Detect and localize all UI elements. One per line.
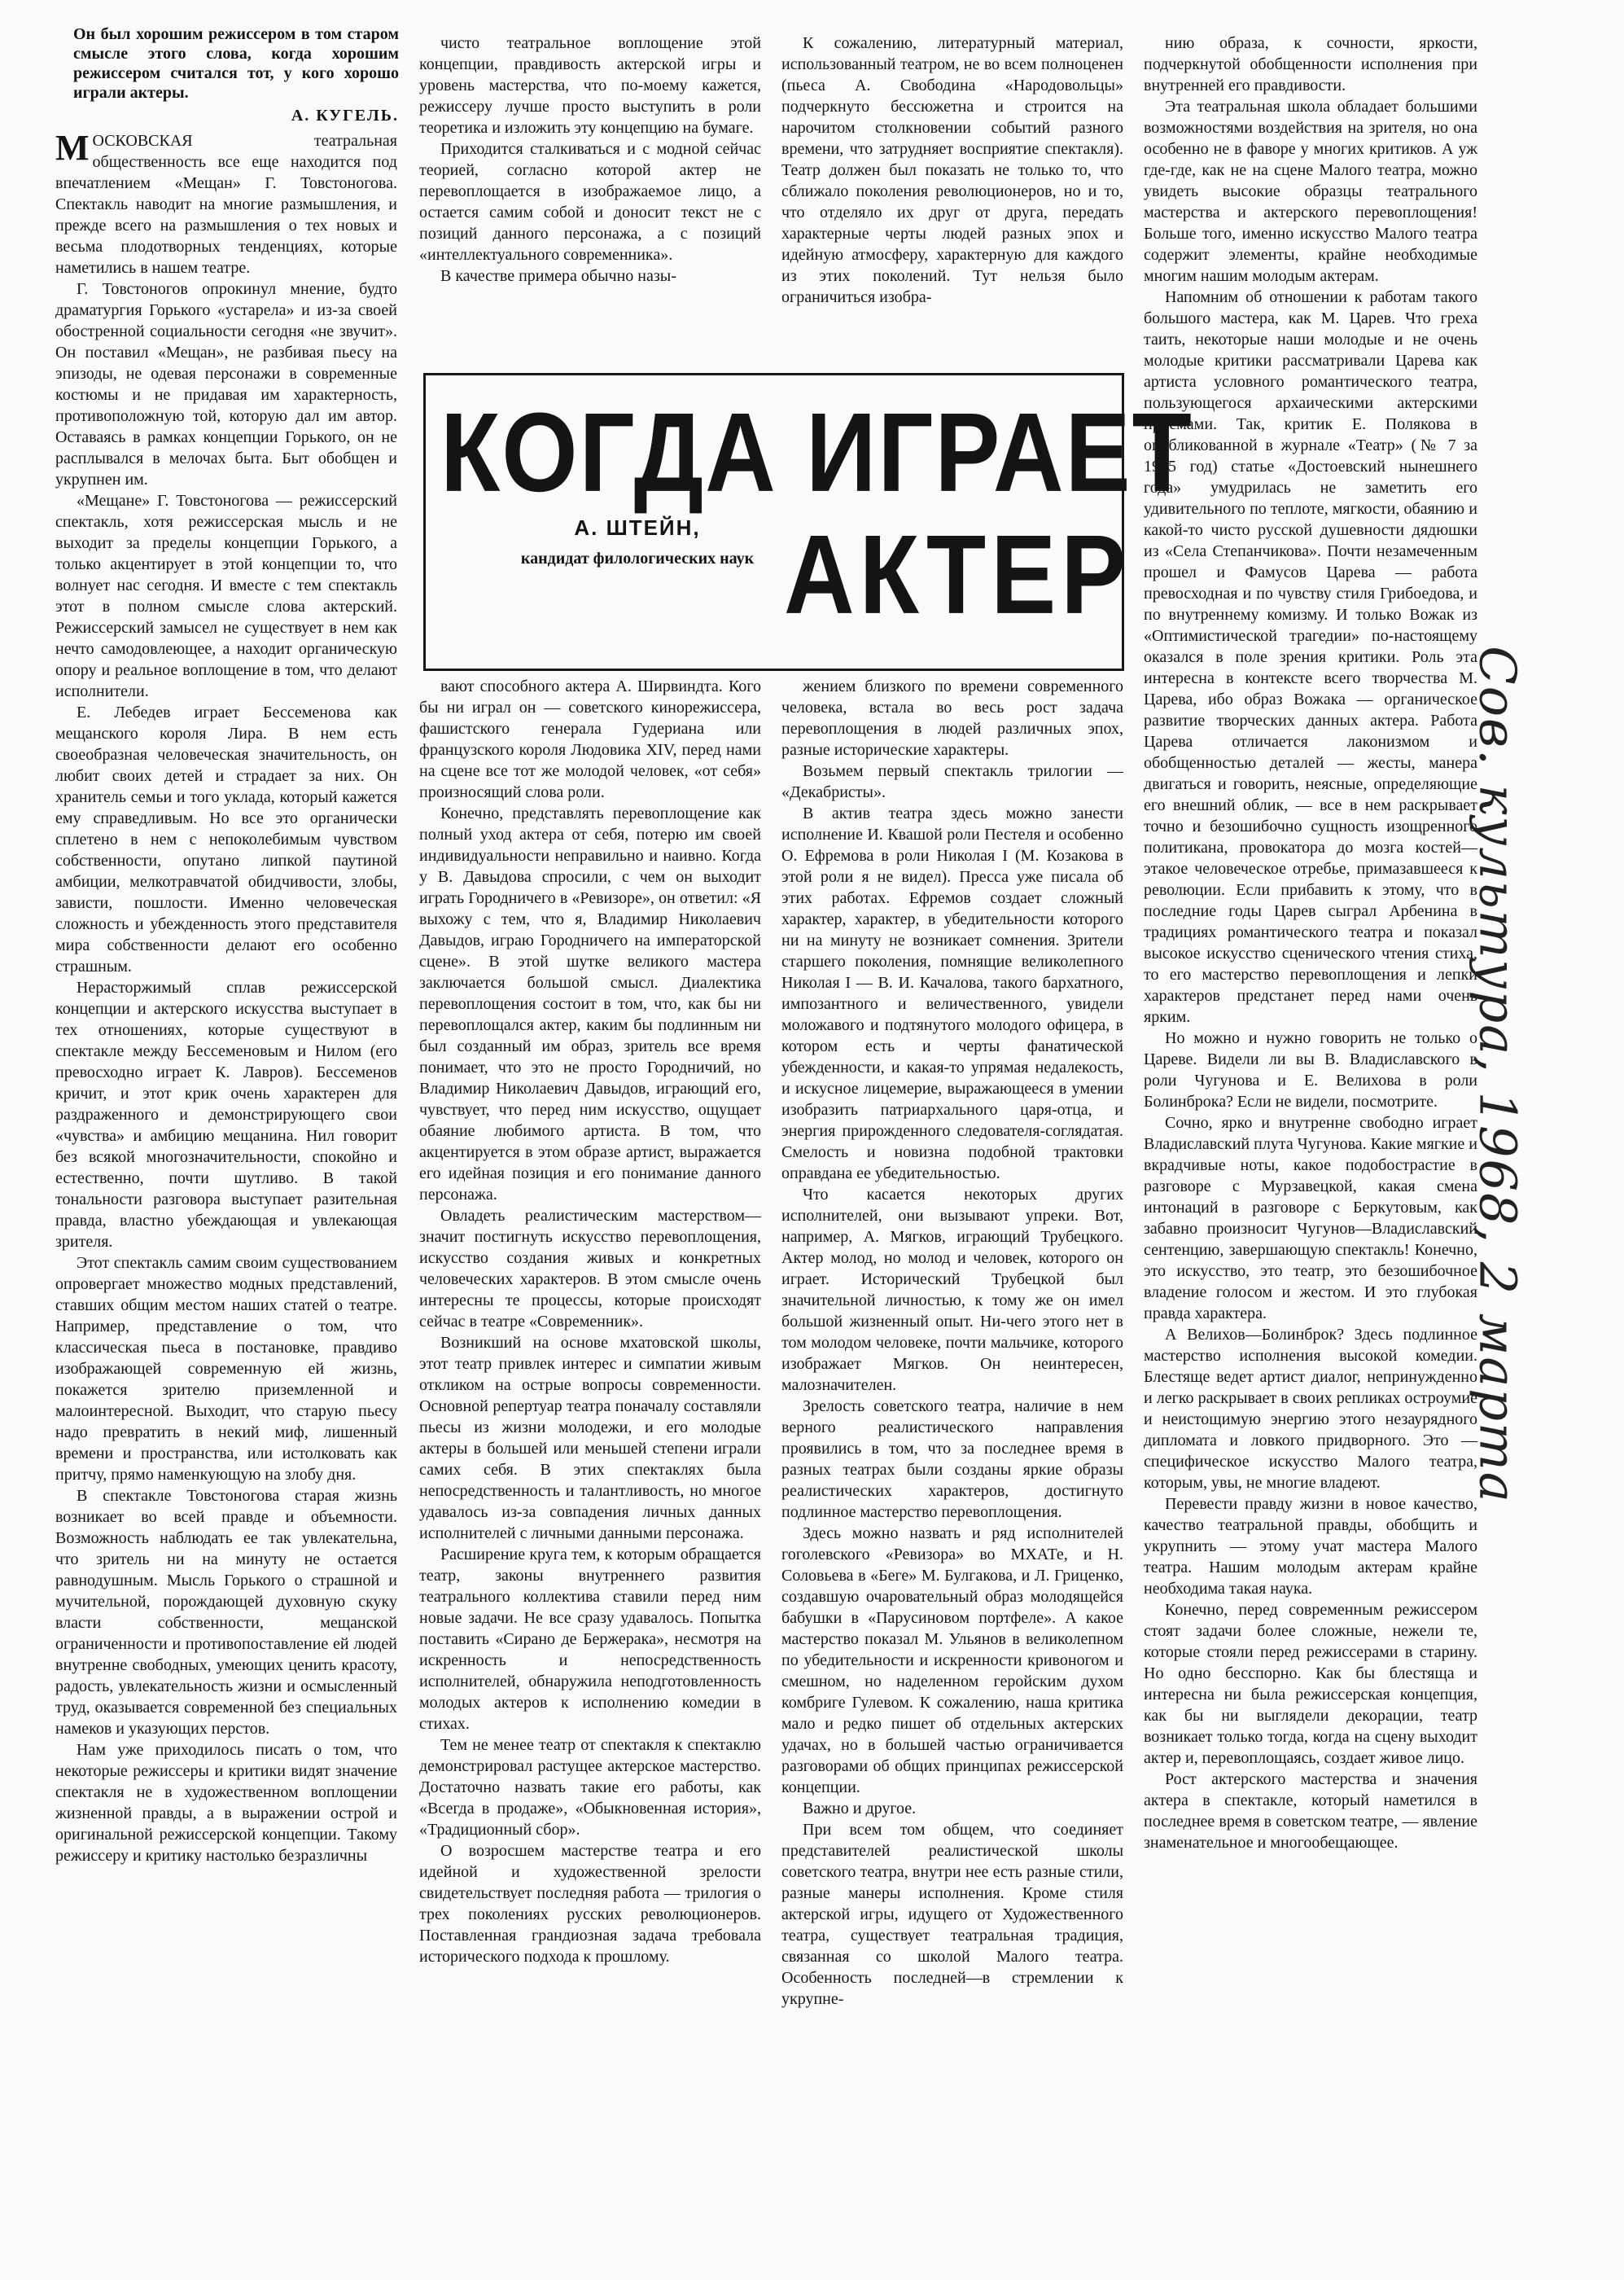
article-paragraph: Е. Лебедев играет Бессеменова как мещанского короля Лира. В нем есть своеобразная человеческая значительность, он любит своих детей и страдает за них. Он хранитель семьи и того уклада, который кажется ему справедливым. Но все это органически сплетено в нем с непоколебимым чувством собственности, опутано липкой паутиной амбиции, мелкотравчатой обидчивости, злобы, зависти, пошлости. Именно человеческая сложность и убежденность этого представителя мира собственности делают его особенно страшным. bbox=[55, 704, 397, 976]
article-paragraph: жением близкого по времени современного человека, встала во весь рост задача перевоплощения в людей различных эпох, разные исторические характеры. bbox=[781, 677, 1123, 759]
article-paragraph: Нерасторжимый сплав режиссерской концепции и актерского искусства выступает в тех отношениях, которые существуют в спектакле между Бессеменовым и Нилом (его превосходно играет К. Лавров). Бессеменов кричит, и этот крик очень характерен для раздраженного и демонстрирующего свои «чувства» и амбицию мещанина. Нил говорит без всякой многозначительности, спокойно и естественно, почти шутливо. В такой тональности разговора выступает разительная правда, властно убеждающая и увлекающая зрителя. bbox=[55, 979, 397, 1251]
author-name: А. ШТЕЙН, bbox=[574, 515, 701, 540]
handwritten-note-text: Сов. культура, 1968, 2 марта bbox=[1468, 646, 1528, 1504]
article-paragraph: Важно и другое. bbox=[803, 1800, 917, 1817]
article-paragraph: Нам уже приходилось писать о том, что некоторые режиссеры и критики видят значение спектакля не в художественном воплощении жизненной правды, а в выражении острой и оригинальной режиссерской концепции. Такому режиссеру и критику настолько безразличны bbox=[55, 1741, 397, 1865]
byline bbox=[515, 515, 759, 568]
headline-banner bbox=[423, 373, 1193, 671]
article-paragraph: Здесь можно назвать и ряд исполнителей гоголевского «Ревизора» во МХАТе, и Н. Соловьева в «Беге» М. Булгакова, и Л. Гриценко, создавшую очаровательный образ молодящейся бабушки в «Парусиновом портфеле». А какое мастерство показал М. Ульянов в великолепном по убедительности и искренности кривоногом и смешном, но наделенном геройским духом комбриге Гулевом. К сожалению, наша критика мало и редко пишет об отдельных актерских удачах, но в большей частью ограничивается разговорами об общих принципах режиссерской концепции. bbox=[781, 1524, 1123, 1796]
epigraph-author: А. КУГЕЛЬ. bbox=[291, 107, 399, 125]
headline-title-line-2: АКТЕР bbox=[784, 511, 1132, 638]
article-paragraph: Рост актерского мастерства и значения актера в спектакле, который наметился в последнее время в советском театре, — явление знаменательное и многообещающее. bbox=[1144, 1770, 1477, 1852]
article-paragraph: В актив театра здесь можно занести исполнение И. Квашой роли Пестеля и особенно О. Ефремова в роли Николая I (М. Козакова в этой роли я не видел). Пресса уже писала об этих работах. Ефремов создает сложный характер, характер, в убедительности которого ни на минуту не возникает сомнения. Зрители старшего поколения, помнящие великолепного Николая I — В. И. Качалова, такого бархатного, импозантного и величественного, увидели моложавого и подтянутого молодого офицера, в котором есть и черты фанатической убежденности, и какая-то упрямая недалекость, и искусное лицемерие, выражающееся в умении изобразить патриархального царя-отца, и энергия прирожденного следователя-соглядатая. Смелость и новизна подобной трактовки оправдана ее убедительностью. bbox=[781, 805, 1123, 1182]
article-paragraph: Конечно, перед современным режиссером стоят задачи более сложные, нежели те, которые стояли перед режиссерами в старину. Но одно бесспорно. Как бы блестяща и интересна ни была режиссерская концепция, как бы ни выглядели декорации, театр возникает только тогда, когда на сцену выходит актер и, перевоплощаясь, создает живое лицо. bbox=[1144, 1601, 1477, 1767]
article-paragraph: Сочно, ярко и внутренне свободно играет Владиславский плута Чугунова. Какие мягкие и вкрадчивые ноты, какое подобострастие в разговоре с Мурзавецкой, какая смена интонаций в разговоре с Беркутовым, как забавно произносит Чугунов—Владиславский сентенцию, завершающую спектакль! Конечно, это искусство, это театр, это безошибочное владение голосом и жестом. И это глубокая правда характера. bbox=[1144, 1114, 1477, 1322]
article-paragraph: Напомним об отношении к работам такого большого мастера, как М. Царев. Что греха таить, некоторые наши молодые и не очень молодые критики рассматривали Царева как артиста условного романтического театра, пользующегося архаическими актерскими приемами. Так, критик Е. Полякова в опубликованной в журнале «Театр» (№ 7 за 1965 год) статье «Достоевский нынешнего года» умудрилась не заметить его удивительного по теплоте, мягкости, обаянию и какой-то чисто русской душевности дядюшки из «Села Степанчикова». Почти незамеченным прошел и Фамусов Царева — работа превосходная и по чувству стиля Грибоедова, и по внутреннему комизму. И только Вожак из «Оптимистической трагедии» по-настоящему оказался в поле зрения критики. Роль эта интересна в контексте всего творчества М. Царева, ибо образ Вожака — органическое развитие творческих данных актера. Работа Царева отличается лаконизмом и обобщенностью деталей — жесты, манера двигаться и говорить, неясные, определяющие его внешний облик, — все в нем раскрывает точно и безошибочно сущность изощренного политикана, провокатора до мозга костей—этакое человеческое отребье, примазавшееся к революции. Если прибавить к этому, что в последние годы Царев сыграл Арбенина в традициях романтического театра и показал высокое искусство сценического чтения стиха, то его мастерство перевоплощения и лепки характеров предстанет перед нами очень ярким. bbox=[1144, 288, 1477, 1026]
article-paragraph: В качестве примера обычно назы- bbox=[440, 267, 676, 285]
article-paragraph: Конечно, представлять перевоплощение как полный уход актера от себя, потерю им своей индивидуальности неправильно и наивно. Когда у В. Давыдова спросили, с чем он выходит играть Городничего в «Ревизоре», он ответил: «Я выхожу с тем, что я, Владимир Николаевич Давыдов, играю Городничего на императорской сцене». В этой шутке великого мастера заключается большой смысл. Диалектика перевоплощения состоит в том, что, как бы ни перевоплощался актер, каким бы подлинным ни был созданный им образ, зритель все время понимает, что это не просто Городничий, но Владимир Николаевич Давыдов, играющий его, чувствует, что перед ним искусство, ощущает обаяние любимого артиста. В том, что акцентируется в этом образе артист, выражается его идейная позиция и его понимание данного персонажа. bbox=[419, 805, 761, 1204]
article-column-1 bbox=[55, 130, 397, 2264]
article-paragraph: Возникший на основе мхатовской школы, этот театр привлек интерес и симпатии живым откликом на острые вопросы современности. Основной репертуар театра поначалу составляли пьесы из жизни молодежи, и его молодые актеры в большей или меньшей степени играли самих себя. В этих спектаклях была непосредственность и талантливость, но многое удавалось из-за совпадения личных данных исполнителей с личными данными персонажа. bbox=[419, 1334, 761, 1542]
article-paragraph: нию образа, к сочности, яркости, подчеркнутой обобщенности исполнения при внутренней его правдивости. bbox=[1144, 34, 1477, 94]
article-column-2-bottom bbox=[419, 676, 761, 2264]
article-paragraph: Что касается некоторых других исполнителей, они вызывают упреки. Вот, например, А. Мягков, играющий Трубецкого. Актер молод, но молод и человек, которого он играет. Исторический Трубецкой был значительной личностью, к тому же он имел большой жизненный опыт. Ни-чего этого нет в том молодом человеке, почти мальчике, которого изображает Мягков. Он неинтересен, малозначителен. bbox=[781, 1186, 1123, 1394]
article-paragraph: Этот спектакль самим своим существованием опровергает множество модных представлений, ставших общим местом наших статей о театре. Например, представление о том, что классическая пьеса в постановке, правдиво изображающей современную ей жизнь, покажется зрителю приземленной и малоинтересной. Выходит, что старую пьесу надо превратить в некий миф, лишенный времени и пространства, или истолковать как притчу, прямо наменкующую на злобу дня. bbox=[55, 1254, 397, 1484]
article-paragraph: При всем том общем, что соединяет представителей реалистической школы советского театра, внутри нее есть разные стили, разные манеры исполнения. Кроме стиля актерской игры, идущего от Художественного театра, существует театральная традиция, связанная со школой Малого театра. Особенность последней—в стремлении к укрупне- bbox=[781, 1821, 1123, 2008]
article-paragraph: Зрелость советского театра, наличие в нем верного реалистического направления проявились в том, что за последнее время в разных театрах были созданы яркие образы реалистических характеров, достигнуто подлинное мастерство перевоплощения. bbox=[781, 1397, 1123, 1521]
article-paragraph: «Мещане» Г. Товстоногова — режиссерский спектакль, хотя режиссерская мысль и не выходит за пределы концепции Горького, а только акцентирует в этой концепции то, что волнует нас сегодня. И вместе с тем спектакль этот в полном смысле слова актерский. Режиссерский замысел не существует в нем как нечто самодовлеющее, а находит органическую опору и реальное воплощение в том, что делают исполнители. bbox=[55, 492, 397, 700]
article-paragraph: А Велихов—Болинброк? Здесь подлинное мастерство исполнения высокой комедии. Блестяще ведет артист диалог, непринужденно и легко раскрывает в своих репликах остроумие и неистощимую энергию этого незаурядного дипломата и ловкого придворного. Это — специфическое искусство Малого театра, которым, увы, не многие владеют. bbox=[1144, 1326, 1477, 1492]
article-column-3-top bbox=[781, 33, 1123, 354]
article-paragraph: О возросшем мастерстве театра и его идейной и художественной зрелости свидетельствует последняя работа — трилогия о трех поколениях русских революционеров. Поставленная грандиозная задача требовала исторического подхода к прошлому. bbox=[419, 1842, 761, 1966]
article-paragraph: К сожалению, литературный материал, использованный театром, не во всем полноценен (пьеса А. Свободина «Народовольцы» подчеркнуто бессюжетна и строится на нарочитом столкновении событий разного времени, что затрудняет восприятие спектакля). Театр должен был показать не только то, что сближало поколения революционеров, но и то, что отделяло их друг от друга, передать характерные черты людей разных эпох и идейную атмосферу, характерную для каждого из этих поколений. Тут нельзя было ограничиться изобра- bbox=[781, 34, 1123, 306]
article-paragraph: В спектакле Товстоногова старая жизнь возникает во всей правде и объемности. Возможность наблюдать ее так увлекательна, что зритель ни на минуту не остается равнодушным. Мысль Горького о страшной и мучительной, порождающей духовную скуку власти собственности, мещанской ограниченности и противопоставление ей людей внутренне свободных, умеющих ценить красоту, радость, увлекательность жизни и осмысленный труд, оказывается современной без специальных намеков и указующих перстов. bbox=[55, 1487, 397, 1738]
article-paragraph: МОСКОВСКАЯ театральная общественность все еще находится под впечатлением «Мещан» Г. Товстоногова. Спектакль наводит на многие размышления, и прежде всего на размышления о тех новых и весьма плодотворных тенденциях, которые наметились в нашем театре. bbox=[55, 130, 397, 277]
drop-cap: М bbox=[55, 130, 90, 168]
article-paragraph: чисто театральное воплощение этой концепции, правдивость актерской игры и уровень мастерства, что по-моему кажется, режиссеру лучше просто выступить в роли теоретика и изложить эту концепцию на бумаге. bbox=[419, 34, 761, 137]
article-column-2-top bbox=[419, 33, 761, 354]
article-paragraph: Овладеть реалистическим мастерством—значит постигнуть искусство перевоплощения, искусство создания живых и конкретных человеческих характеров. В этом смысле очень интересны те процессы, которые происходят сейчас в театре «Современник». bbox=[419, 1207, 761, 1331]
article-paragraph: Тем не менее театр от спектакля к спектаклю демонстрировал растущее актерское мастерство. Достаточно назвать такие его работы, как «Всегда в продаже», «Обыкновенная история», «Традиционный сбор». bbox=[419, 1736, 761, 1839]
article-paragraph: Но можно и нужно говорить не только о Цареве. Видели ли вы В. Владиславского в роли Чугунова и Е. Велихова в роли Болинброка? Если не видели, посмотрите. bbox=[1144, 1029, 1477, 1111]
article-paragraph: Перевести правду жизни в новое качество, качество театральной правды, обобщить и укрупнить — этому учат мастера Малого театра. Нашим молодым актерам крайне необходима такая наука. bbox=[1144, 1495, 1477, 1598]
article-paragraph: Г. Товстоногов опрокинул мнение, будто драматургия Горького «устарела» и из-за своей обостренной социальности сегодня «не звучит». Он поставил «Мещан», не разбивая пьесу на эпизоды, не одевая персонажи в современные костюмы и не придавая им характерность, противоположную той, которую дал им автор. Оставаясь в рамках концепции Горького, он не расплывался в мелочах быта. Быт обобщен и укрупнен им. bbox=[55, 280, 397, 489]
epigraph-quote: Он был хорошим режиссером в том старом смысле этого слова, когда хорошим режиссером считался тот, у кого хорошо играли актеры. bbox=[73, 25, 399, 102]
article-paragraph: Возьмем первый спектакль трилогии — «Декабристы». bbox=[781, 762, 1123, 801]
article-paragraph: вают способного актера А. Ширвиндта. Кого бы ни играл он — советского кинорежиссера, фашистского генерала Гудериана или французского короля Людовика XIV, перед нами на сцене все тот же молодой человек, «от себя» произносящий слова роли. bbox=[419, 677, 761, 801]
headline-title-line-1: КОГДА ИГРАЕТ bbox=[440, 389, 1193, 515]
article-column-4 bbox=[1144, 33, 1477, 2264]
article-paragraph: Эта театральная школа обладает большими возможностями воздействия на зрителя, но она особенно не в фаворе у многих критиков. А уж где-где, как не на сцене Малого театра, можно увидеть высокие образцы театрального мастерства и актерского перевоплощения! Больше того, именно искусство Малого театра содержит элементы, крайне необходимые многим нашим молодым актерам. bbox=[1144, 98, 1477, 285]
article-column-3-bottom bbox=[781, 676, 1123, 2264]
article-paragraph: Расширение круга тем, к которым обращается театр, законы внутреннего развития театрального коллектива ставили перед ним новые задачи. Не все сразу удавалось. Попытка поставить «Сирано де Бержерака», несмотря на искренность и непосредственность исполнителей, обнаружила неподготовленность молодых актеров к исполнению комедии в стихах. bbox=[419, 1546, 761, 1733]
epigraph bbox=[73, 24, 399, 125]
author-credentials: кандидат филологических наук bbox=[520, 550, 755, 568]
article-paragraph: Приходится сталкиваться и с модной сейчас теорией, согласно которой актер не перевоплощается в изображаемое лицо, а остается самим собой и доносит текст не с позиций данного персонажа, а с позиций «интеллектуального современника». bbox=[419, 140, 761, 264]
